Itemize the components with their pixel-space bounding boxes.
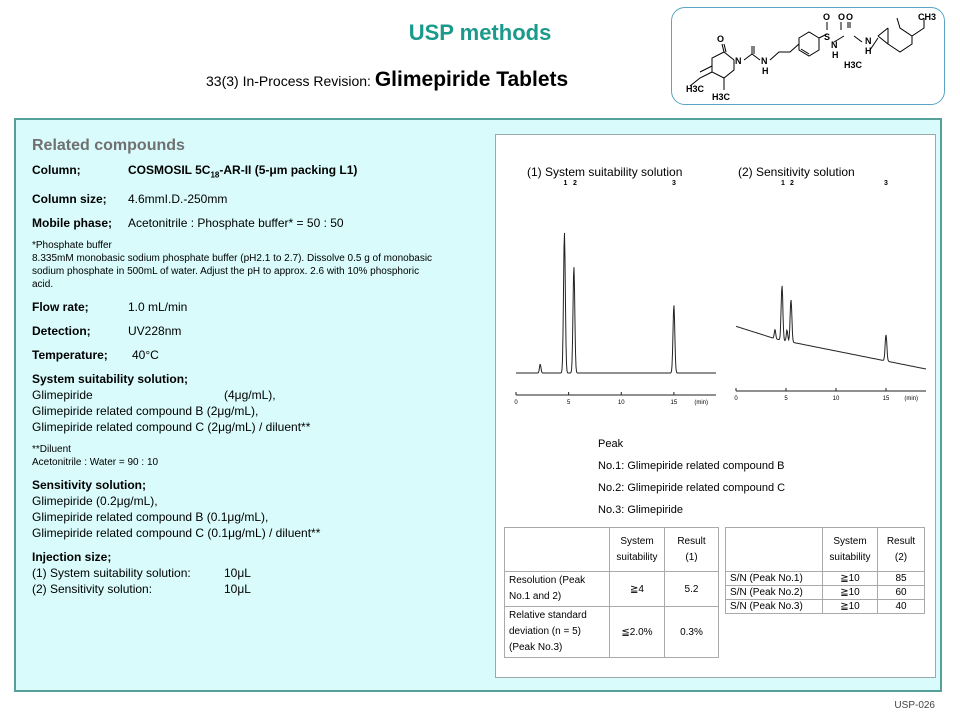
sensitivity-block	[32, 477, 492, 541]
peak-label: 3	[884, 180, 888, 187]
peak-label: 2	[572, 180, 577, 187]
ss-line: Glimepiride (4μg/mL),	[32, 388, 276, 403]
column-value: COSMOSIL $5C_{18}-AR-II$ (5-μm packing L1)	[128, 163, 358, 180]
page-title: USP methods	[408, 20, 552, 45]
sens-line: Glimepiride related compound B (0.1μg/mL),	[32, 510, 269, 525]
svg-text:O: O	[846, 12, 854, 22]
ss-heading: System suitability solution;	[32, 372, 189, 387]
x-tick-label: 10	[617, 400, 625, 406]
peak-heading: Peak	[598, 438, 624, 450]
column-size-label: Column size;	[32, 192, 107, 207]
page-subtitle	[206, 68, 568, 92]
table-row: S/N (Peak No.3) ≧10 40	[726, 600, 925, 614]
column-row	[32, 162, 492, 183]
footer-code: USP-026	[894, 700, 935, 711]
detection-label: Detection;	[32, 324, 91, 339]
x-axis-unit: (min)	[694, 400, 708, 406]
svg-text:H3C: H3C	[686, 84, 705, 94]
flow-rate-row	[32, 299, 492, 315]
flow-rate-value: 1.0 mL/min	[128, 300, 188, 315]
inj-heading: Injection size;	[32, 550, 112, 565]
svg-text:N: N	[831, 40, 838, 50]
x-tick-label: 5	[784, 396, 788, 402]
temperature-label: Temperature;	[32, 348, 108, 363]
svg-text:N: N	[865, 36, 872, 46]
svg-text:CH3: CH3	[918, 12, 937, 22]
chromatograms	[496, 180, 935, 475]
svg-text:H3C: H3C	[712, 92, 731, 102]
section-heading: Related compounds	[32, 137, 185, 154]
detection-row	[32, 323, 492, 339]
sens-line: Glimepiride (0.2μg/mL),	[32, 494, 158, 509]
ss-line: Glimepiride related compound B (2μg/mL),	[32, 404, 259, 419]
results-panel	[495, 134, 936, 678]
temperature-value: 40°C	[132, 348, 159, 363]
chromatogram-caption-2: (2) Sensitivity solution	[738, 165, 855, 179]
inj-line: (1) System suitability solution: 10μL	[32, 566, 251, 581]
x-tick-label: 10	[832, 396, 840, 402]
svg-text:H: H	[762, 66, 769, 76]
column-size-value: 4.6mmI.D.-250mm	[128, 192, 228, 207]
sens-heading: Sensitivity solution;	[32, 478, 147, 493]
x-tick-label: 5	[566, 400, 571, 406]
peak-label: 1	[563, 180, 568, 187]
mobile-phase-value: Acetonitrile : Phosphate buffer* = 50 : 50	[128, 216, 344, 231]
chromatogram-trace	[516, 233, 716, 373]
method-conditions	[32, 138, 492, 605]
table-row: Resolution (Peak No.1 and 2) ≧4 5.2	[505, 572, 719, 607]
peak-item: No.3: Glimepiride	[598, 504, 683, 516]
x-tick-label: 15	[882, 396, 890, 402]
table-row: S/N (Peak No.1) ≧10 85	[726, 572, 925, 586]
column-size-row	[32, 191, 492, 207]
x-tick-label: 0	[514, 400, 518, 406]
svg-text:H: H	[865, 46, 872, 56]
svg-text:H: H	[832, 50, 839, 60]
peak-label: 3	[671, 180, 676, 187]
inj-line: (2) Sensitivity solution: 10μL	[32, 582, 251, 597]
glimepiride-structure	[672, 8, 944, 104]
x-axis-unit: (min)	[904, 396, 918, 402]
peak-item: No.2: Glimepiride related compound C	[598, 482, 786, 494]
temperature-row	[32, 347, 492, 363]
x-tick-label: 0	[734, 396, 738, 402]
chromatogram-caption-1: (1) System suitability solution	[527, 165, 683, 179]
structure-box	[671, 7, 945, 105]
system-suitability-block	[32, 371, 492, 435]
ss-line: Glimepiride related compound C (2μg/mL) / diluent**	[32, 420, 311, 435]
peak-item: No.1: Glimepiride related compound B	[598, 460, 785, 472]
sens-line: Glimepiride related compound C (0.1μg/mL) / diluent**	[32, 526, 321, 541]
mobile-phase-label: Mobile phase;	[32, 216, 113, 231]
svg-text:O: O	[717, 34, 725, 44]
svg-text:O: O	[838, 12, 846, 22]
table-row: S/N (Peak No.2) ≧10 60	[726, 586, 925, 600]
svg-text:O: O	[823, 12, 831, 22]
results-table-2: System suitability Result (2) S/N (Peak No.1) ≧10 85 S/N (Peak No.2) ≧10 60 S/N (Peak No.3) ≧10 40	[725, 527, 925, 614]
results-table-1: System suitability Result (1) Resolution (Peak No.1 and 2) ≧4 5.2 Relative standard deviation (n = 5)(Peak No.3) ≦2.0% 0.3%	[504, 527, 719, 658]
diluent-note: **Diluent Acetonitrile : Water = 90 : 10	[32, 444, 159, 469]
x-tick-label: 15	[670, 400, 678, 406]
phosphate-note: *Phosphate buffer 8.335mM monobasic sodium phosphate buffer (pH2.1 to 2.7). Dissolve 0.5 g of monobasic sodium phosphate in 500mL of water. Adjust the pH to approx. 2.6 with 10% phosphoric acid.	[32, 240, 433, 291]
svg-text:N: N	[761, 56, 768, 66]
table-row: Relative standard deviation (n = 5)(Peak No.3) ≦2.0% 0.3%	[505, 607, 719, 658]
chromatogram-trace	[736, 286, 926, 369]
flow-rate-label: Flow rate;	[32, 300, 89, 315]
injection-block	[32, 549, 492, 597]
subtitle-prefix: 33(3) In-Process Revision:	[206, 73, 371, 89]
peak-label: 1	[781, 180, 785, 187]
svg-text:N: N	[735, 56, 742, 66]
peak-label: 2	[790, 180, 794, 187]
detection-value: UV228nm	[128, 324, 182, 339]
mobile-phase-row	[32, 215, 492, 231]
subtitle-main: Glimepiride Tablets	[374, 68, 569, 91]
svg-text:H3C: H3C	[844, 60, 863, 70]
peak-list	[598, 433, 785, 521]
column-label: Column;	[32, 163, 81, 177]
svg-text:S: S	[824, 32, 831, 42]
content-panel	[14, 118, 942, 692]
